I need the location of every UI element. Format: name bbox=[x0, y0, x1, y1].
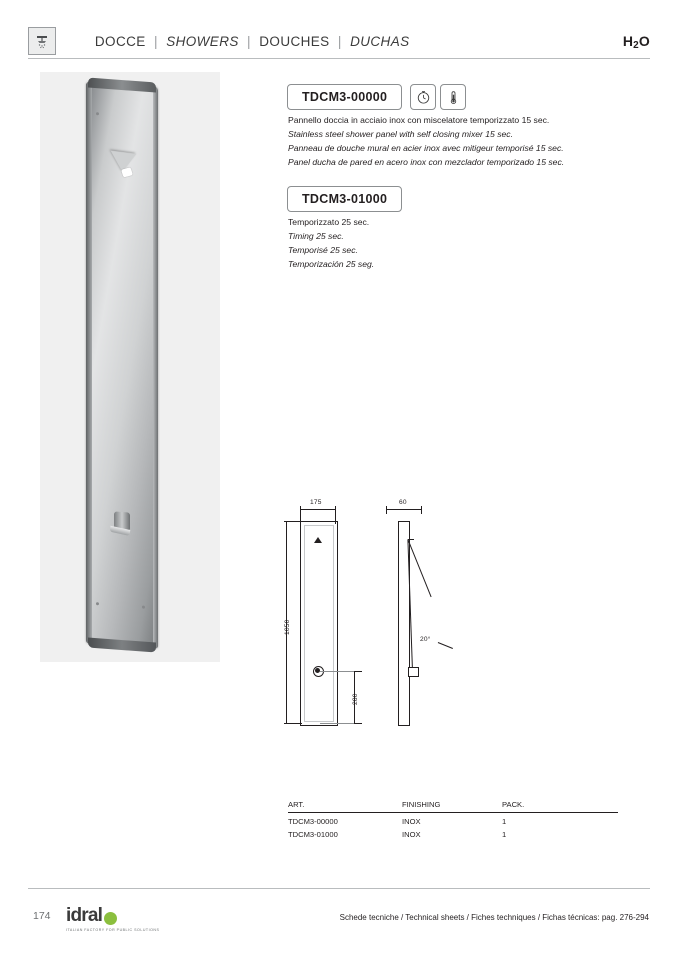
side-mixer-symbol bbox=[408, 667, 419, 677]
desc-line-fr: Temporisé 25 sec. bbox=[288, 244, 358, 255]
section-code bbox=[623, 33, 650, 49]
table-row bbox=[288, 826, 618, 839]
desc-line-it: Temporizzato 25 sec. bbox=[288, 217, 370, 227]
title-es: DUCHAS bbox=[350, 33, 410, 49]
cell-finishing: INOX bbox=[402, 817, 421, 826]
shower-panel-illustration bbox=[86, 81, 158, 648]
desc-line-en: Stainless steel shower panel with self closing mixer 15 sec. bbox=[288, 128, 513, 139]
dim-tick bbox=[284, 723, 302, 724]
front-view-outline bbox=[300, 521, 338, 726]
mixer-valve bbox=[110, 511, 140, 539]
cell-art: TDCM3-00000 bbox=[288, 817, 338, 826]
desc-line-es: Panel ducha de pared en acero inox con mezclador temporizado 15 sec. bbox=[288, 156, 565, 167]
dim-front-width-label: 175 bbox=[310, 499, 322, 506]
section-code-o: O bbox=[638, 33, 650, 49]
column-header-art: ART. bbox=[288, 800, 305, 809]
page-header bbox=[28, 24, 650, 59]
dim-line-side-width bbox=[386, 509, 422, 510]
dim-lower-label: 280 bbox=[352, 693, 359, 705]
shower-icon bbox=[28, 27, 56, 55]
table-header-row bbox=[288, 800, 618, 813]
cell-pack: 1 bbox=[502, 817, 507, 826]
specification-table bbox=[288, 800, 618, 839]
title-fr: DOUCHES bbox=[259, 33, 330, 49]
cell-pack: 1 bbox=[502, 830, 507, 839]
dim-angle-label: 20° bbox=[420, 636, 431, 643]
dim-height-label: 1050 bbox=[284, 619, 291, 635]
desc-line-it: Pannello doccia in acciaio inox con miscelatore temporizzato 15 sec. bbox=[288, 115, 550, 125]
title-it: DOCCE bbox=[94, 33, 146, 49]
product-description-1 bbox=[288, 114, 618, 170]
shower-head-symbol bbox=[314, 537, 322, 543]
product-code-badge-1: TDCM3-00000 bbox=[287, 84, 402, 110]
product-description-2 bbox=[288, 216, 618, 272]
screw-icon bbox=[96, 602, 99, 605]
desc-line-fr: Panneau de douche mural en acier inox avec mitigeur temporisé 15 sec. bbox=[288, 142, 564, 153]
logo-dot-icon bbox=[104, 912, 117, 925]
logo-tagline: ITALIAN FACTORY FOR PUBLIC SOLUTIONS bbox=[66, 928, 160, 932]
technical-drawing bbox=[280, 495, 620, 745]
angle-ray bbox=[408, 539, 432, 597]
column-header-pack: PACK. bbox=[502, 800, 525, 809]
screw-icon bbox=[96, 112, 99, 115]
title-en: SHOWERS bbox=[166, 33, 239, 49]
dim-tick bbox=[284, 521, 302, 522]
dim-extension bbox=[320, 723, 354, 724]
panel-edge-left bbox=[86, 81, 92, 643]
product-code-badge-2: TDCM3-01000 bbox=[287, 186, 402, 212]
dim-side-width-label: 60 bbox=[399, 499, 407, 506]
table-row bbox=[288, 813, 618, 826]
panel-edge-right bbox=[153, 86, 158, 648]
page-number: 174 bbox=[33, 910, 51, 922]
product-photo bbox=[40, 72, 220, 662]
desc-line-en: Timing 25 sec. bbox=[288, 230, 344, 241]
angle-leader bbox=[438, 642, 453, 649]
dim-extension bbox=[320, 671, 354, 672]
column-header-finishing: FINISHING bbox=[402, 800, 441, 809]
footer-note: Schede tecniche / Technical sheets / Fiches techniques / Fichas técnicas: pag. 276-294 bbox=[339, 913, 649, 922]
brand-logo bbox=[66, 905, 159, 932]
screw-icon bbox=[142, 605, 145, 608]
dim-tick bbox=[386, 506, 387, 514]
logo-text: idral bbox=[66, 905, 103, 926]
page-title: DOCCE | SHOWERS | DOUCHES | DUCHAS bbox=[94, 33, 410, 49]
section-code-2: 2 bbox=[633, 40, 639, 51]
dim-tick bbox=[335, 506, 336, 524]
dim-tick bbox=[421, 506, 422, 514]
dim-line-front-width bbox=[300, 509, 336, 510]
desc-line-es: Temporización 25 seg. bbox=[288, 258, 375, 269]
shower-head-icon bbox=[110, 151, 138, 179]
thermometer-icon bbox=[440, 84, 466, 110]
cell-finishing: INOX bbox=[402, 830, 421, 839]
section-code-h: H bbox=[622, 33, 634, 49]
footer-divider bbox=[28, 888, 650, 889]
cell-art: TDCM3-01000 bbox=[288, 830, 338, 839]
timer-icon bbox=[410, 84, 436, 110]
